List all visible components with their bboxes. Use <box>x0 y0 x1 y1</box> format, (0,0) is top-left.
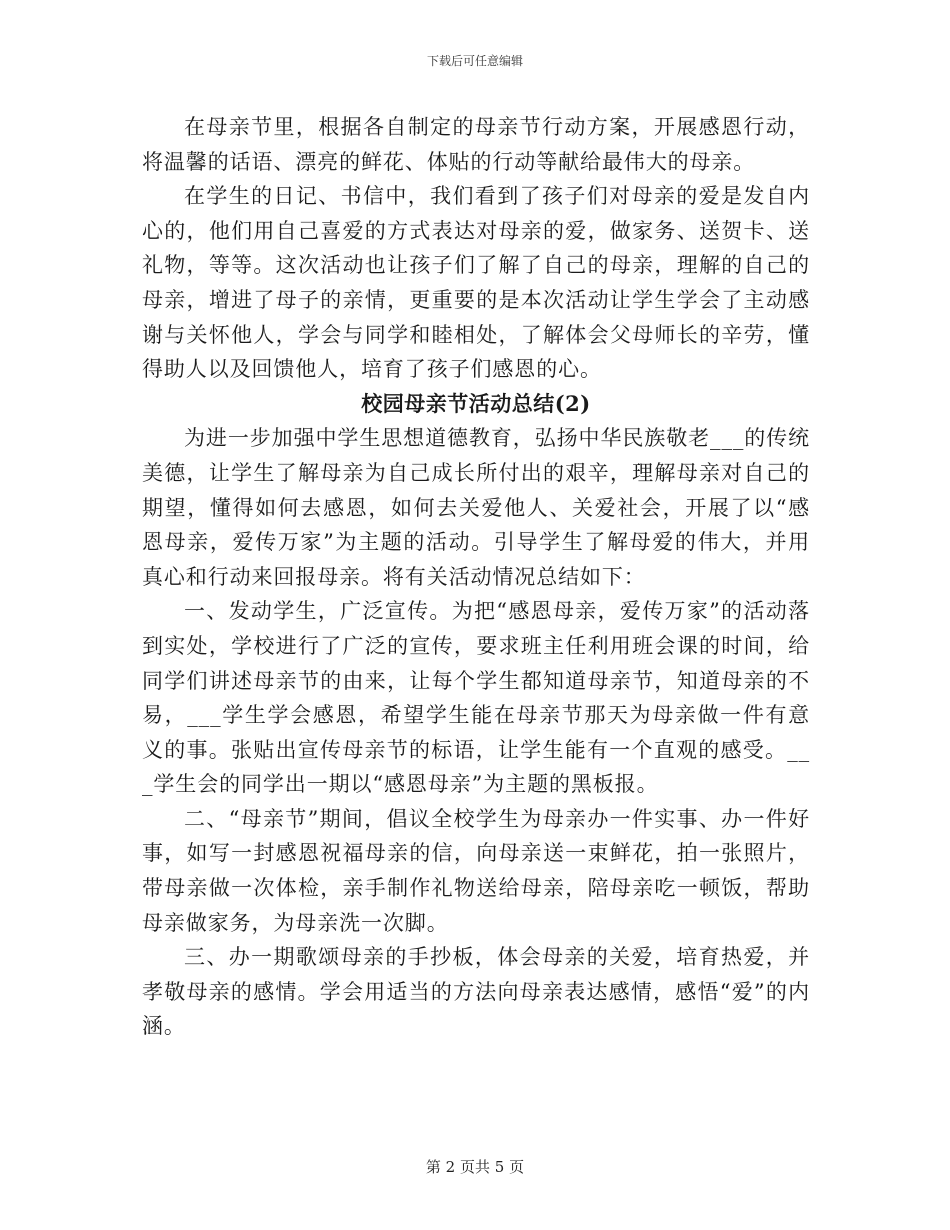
page-header: 下载后可任意编辑 <box>426 54 523 68</box>
paragraph: 为进一步加强中学生思想道德教育，弘扬中华民族敬老___的传统美德，让学生了解母亲为自己成长所付出的艰辛，理解母亲对自己的期望，懂得如何去感恩，如何去关爱他人、关爱社会，开展了以“感恩母亲，爱传万家”为主题的活动。引导学生了解母爱的伟大，并用真心和行动来回报母亲。将有关活动情况总结如下： <box>142 426 810 589</box>
page-number-footer: 第 2 页共 5 页 <box>425 1158 525 1176</box>
paragraph: 在学生的日记、书信中，我们看到了孩子们对母亲的爱是发自内心的，他们用自己喜爱的方式表达对母亲的爱，做家务、送贺卡、送礼物，等等。这次活动也让孩子们了解了自己的母亲，理解的自己的母亲，增进了母子的亲情，更重要的是本次活动让学生学会了主动感谢与关怀他人，学会与同学和睦相处，了解体会父母师长的辛劳，懂得助人以及回馈他人，培育了孩子们感恩的心。 <box>142 184 810 382</box>
paragraph: 三、办一期歌颂母亲的手抄板，体会母亲的关爱，培育热爱，并孝敬母亲的感情。学会用适当的方法向母亲表达感情，感悟“爱”的内涵。 <box>142 945 810 1039</box>
paragraph: 在母亲节里，根据各自制定的母亲节行动方案，开展感恩行动，将温馨的话语、漂亮的鲜花、体贴的行动等献给最伟大的母亲。 <box>142 115 810 174</box>
paragraph: 一、发动学生，广泛宣传。为把“感恩母亲，爱传万家”的活动落到实处，学校进行了广泛的宣传，要求班主任利用班会课的时间，给同学们讲述母亲节的由来，让每个学生都知道母亲节，知道母亲的不易，___学生学会感恩，希望学生能在母亲节那天为母亲做一件有意义的事。张贴出宣传母亲节的标语，让学生能有一个直观的感受。___学生会的同学出一期以“感恩母亲”为主题的黑板报。 <box>142 599 810 797</box>
document-body <box>142 110 810 1044</box>
section-title: 校园母亲节活动总结(2) <box>361 390 591 416</box>
paragraph: 二、“母亲节”期间，倡议全校学生为母亲办一件实事、办一件好事，如写一封感恩祝福母亲的信，向母亲送一束鲜花，拍一张照片，带母亲做一次体检，亲手制作礼物送给母亲，陪母亲吃一顿饭，帮助母亲做家务，为母亲洗一次脚。 <box>142 806 810 935</box>
